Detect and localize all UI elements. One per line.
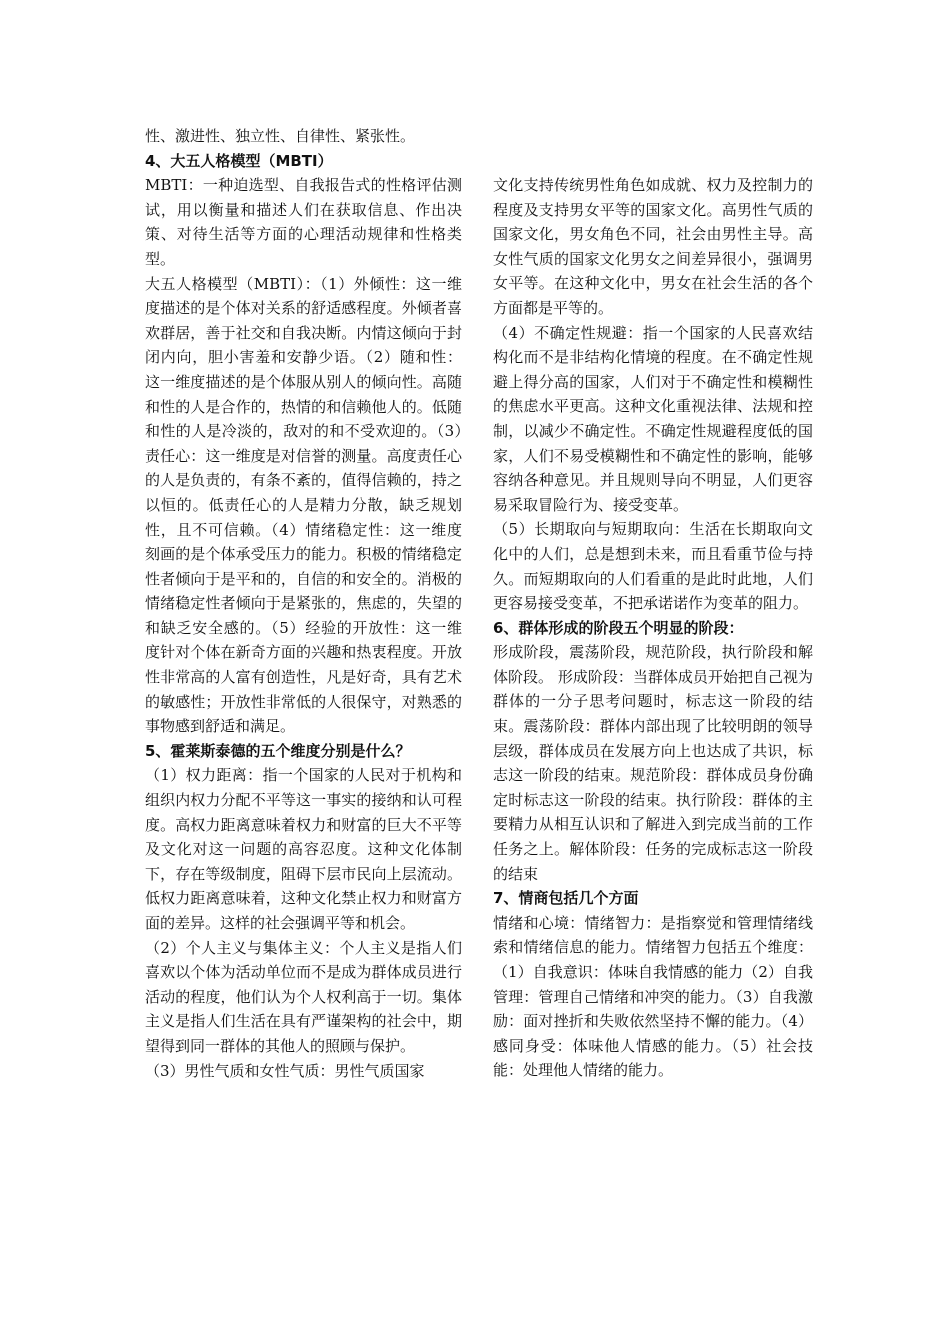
right-column	[493, 173, 813, 1083]
paragraph-group-stages: 形成阶段，震荡阶段，规范阶段，执行阶段和解体阶段。 形成阶段：当群体成员开始把自己视为群体的一分子思考问题时，标志这一阶段的结束。震荡阶段：群体内部出现了比较明朗的领导层级，群体成员在发展方向上也达成了共识，标志这一阶段的结束。规范阶段：群体成员身份确定时标志这一阶段的结束。执行阶段：群体的主要精力从相互认识和了解进入到完成当前的工作任务之上。解体阶段：任务的完成标志这一阶段的结束	[493, 643, 813, 883]
paragraph-masculinity-cont: 文化支持传统男性角色如成就、权力及控制力的程度及支持男女平等的国家文化。高男性气质的国家文化，男女角色不同，社会由男性主导。高女性气质的国家文化男女之间差异很小，强调男女平等。在这种文化中，男女在社会生活的各个方面都是平等的。	[493, 176, 813, 317]
paragraph-individualism: （2）个人主义与集体主义：个人主义是指人们喜欢以个体为活动单位而不是成为群体成员进行活动的程度，他们认为个人权利高于一切。集体主义是指人们生活在具有严谨架构的社会中，期望得到同一群体的其他人的照顾与保护。	[145, 938, 462, 1055]
paragraph-uncertainty-avoidance: （4）不确定性规避：指一个国家的人民喜欢结构化而不是非结构化情境的程度。在不确定性规避上得分高的国家，人们对于不确定性和模糊性的焦虑水平更高。这种文化重视法律、法规和控制，以减少不确定性。不确定性规避程度低的国家，人们不易受模糊性和不确定性的影响，能够容纳各种意见。并且规则导向不明显，人们更容易采取冒险行为、接受变革。	[493, 323, 813, 514]
heading-group-stages: 6、群体形成的阶段五个明显的阶段：	[493, 618, 744, 637]
heading-emotional-intelligence: 7、情商包括几个方面	[493, 889, 639, 908]
paragraph-big-five-dimensions: 大五人格模型（MBTI）：（1）外倾性：这一维度描述的是个体对关系的舒适感程度。外倾者喜欢群居，善于社交和自我决断。内情这倾向于封闭内向，胆小害羞和安静少语。（2）随和性：这一维度描述的是个体服从别人的倾向性。高随和性的人是合作的，热情的和信赖他人的。低随和性的人是冷淡的，敌对的和不受欢迎的。（3）责任心：这一维度是对信誉的测量。高度责任心的人是负责的，有条不紊的，值得信赖的，持之以恒的。低责任心的人是精力分散，缺乏规划性，且不可信赖。（4）情绪稳定性：这一维度刻画的是个体承受压力的能力。积极的情绪稳定性者倾向于是平和的，自信的和安全的。消极的情绪稳定性者倾向于是紧张的，焦虑的，失望的和缺乏安全感的。（5）经验的开放性：这一维度针对个体在新奇方面的兴趣和热衷程度。开放性非常高的人富有创造性，凡是好奇，具有艺术的敏感性；开放性非常低的人很保守，对熟悉的事物感到舒适和满足。	[145, 274, 462, 736]
paragraph-continuation: 性、激进性、独立性、自律性、紧张性。	[145, 127, 416, 145]
heading-hofstede: 5、霍莱斯泰德的五个维度分别是什么？	[145, 741, 411, 760]
left-column	[145, 124, 462, 1083]
paragraph-power-distance: （1）权力距离：指一个国家的人民对于机构和组织内权力分配不平等这一事实的接纳和认可程度。高权力距离意味着权力和财富的巨大不平等及文化对这一问题的高容忍度。这种文化体制下，存在等级制度，阻碍下层市民向上层流动。低权力距离意味着，这种文化禁止权力和财富方面的差异。这样的社会强调平等和机会。	[145, 766, 462, 932]
heading-big-five: 4、大五人格模型（MBTI）	[145, 151, 333, 170]
paragraph-long-term-orientation: （5）长期取向与短期取向：生活在长期取向文化中的人们，总是想到未来，而且看重节俭与持久。而短期取向的人们看重的是此时此地，人们更容易接受变革，不把承诺诺作为变革的阻力。	[493, 520, 813, 613]
paragraph-masculinity-start: （3）男性气质和女性气质：男性气质国家	[145, 1061, 425, 1080]
paragraph-mbti-definition: MBTI：一种迫选型、自我报告式的性格评估测试，用以衡量和描述人们在获取信息、作出决策、对待生活等方面的心理活动规律和性格类型。	[145, 176, 462, 268]
paragraph-emotional-intelligence: 情绪和心境：情绪智力：是指察觉和管理情绪线索和情绪信息的能力。情绪智力包括五个维度：（1）自我意识：体味自我情感的能力（2）自我管理：管理自己情绪和冲突的能力。（3）自我激励：面对挫折和失败依然坚持不懈的能力。（4）感同身受：体味他人情感的能力。（5）社会技能：处理他人情绪的能力。	[493, 913, 813, 1080]
